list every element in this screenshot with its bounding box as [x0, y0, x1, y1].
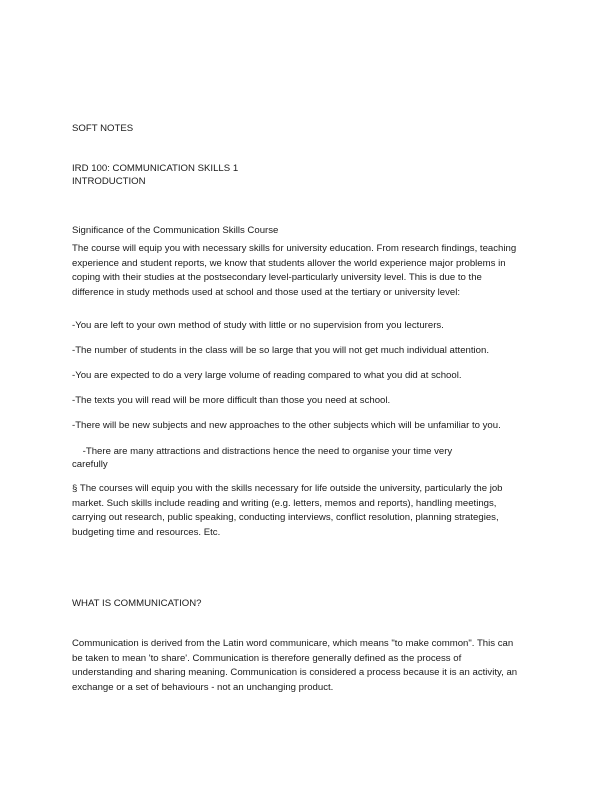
text-line: be taken to mean 'to share'. Communication is therefore generally defined as the process of	[72, 652, 462, 664]
text-line: market. Such skills include reading and writing (e.g. letters, memos and reports), handling meetings,	[72, 497, 497, 509]
point-3: -You are expected to do a very large volume of reading compared to what you did at school.	[72, 370, 462, 381]
text-line: -There are many attractions and distractions hence the need to organise your time very	[72, 446, 453, 457]
intro-paragraph	[72, 242, 516, 300]
point-1: -You are left to your own method of study with little or no supervision from you lecturers.	[72, 320, 444, 331]
text-line: Communication is derived from the Latin word communicare, which means "to make common". This can	[72, 638, 514, 649]
text-line: carrying out research, public speaking, conducting interviews, conflict resolution, planning strategies,	[72, 512, 499, 524]
text-line: exchange or a set of behaviours - not an unchanging product.	[72, 681, 334, 693]
point-6	[72, 445, 452, 471]
text-line: difference in study methods used at school and those used at the tertiary or university level:	[72, 286, 461, 298]
subheading-significance: Significance of the Communication Skills Course	[72, 225, 279, 236]
course-title: IRD 100: COMMUNICATION SKILLS 1	[72, 163, 239, 174]
text-line: § The courses will equip you with the skills necessary for life outside the university, particularly the job	[72, 483, 503, 494]
doc-label: SOFT NOTES	[72, 123, 134, 134]
point-4: -The texts you will read will be more difficult than those you need at school.	[72, 395, 391, 406]
text-line: understanding and sharing meaning. Communication is considered a process because it is an activity, an	[72, 667, 518, 679]
definition-paragraph	[72, 637, 517, 695]
heading-what-is-communication: WHAT IS COMMUNICATION?	[72, 598, 202, 609]
text-line: coping with their studies at the postsecondary level-particularly university level. This is due to the	[72, 272, 482, 284]
text-line: budgeting time and resources. Etc.	[72, 526, 221, 538]
skills-paragraph	[72, 482, 503, 540]
text-line: The course will equip you with necessary skills for university education. From research findings, teaching	[72, 243, 517, 254]
text-line: experience and student reports, we know that students allover the world experience major problems in	[72, 257, 506, 269]
heading-introduction: INTRODUCTION	[72, 176, 146, 187]
point-5: -There will be new subjects and new approaches to the other subjects which will be unfamiliar to you.	[72, 420, 501, 431]
text-line: carefully	[72, 459, 108, 470]
point-2: -The number of students in the class will be so large that you will not get much individual attention.	[72, 345, 490, 356]
